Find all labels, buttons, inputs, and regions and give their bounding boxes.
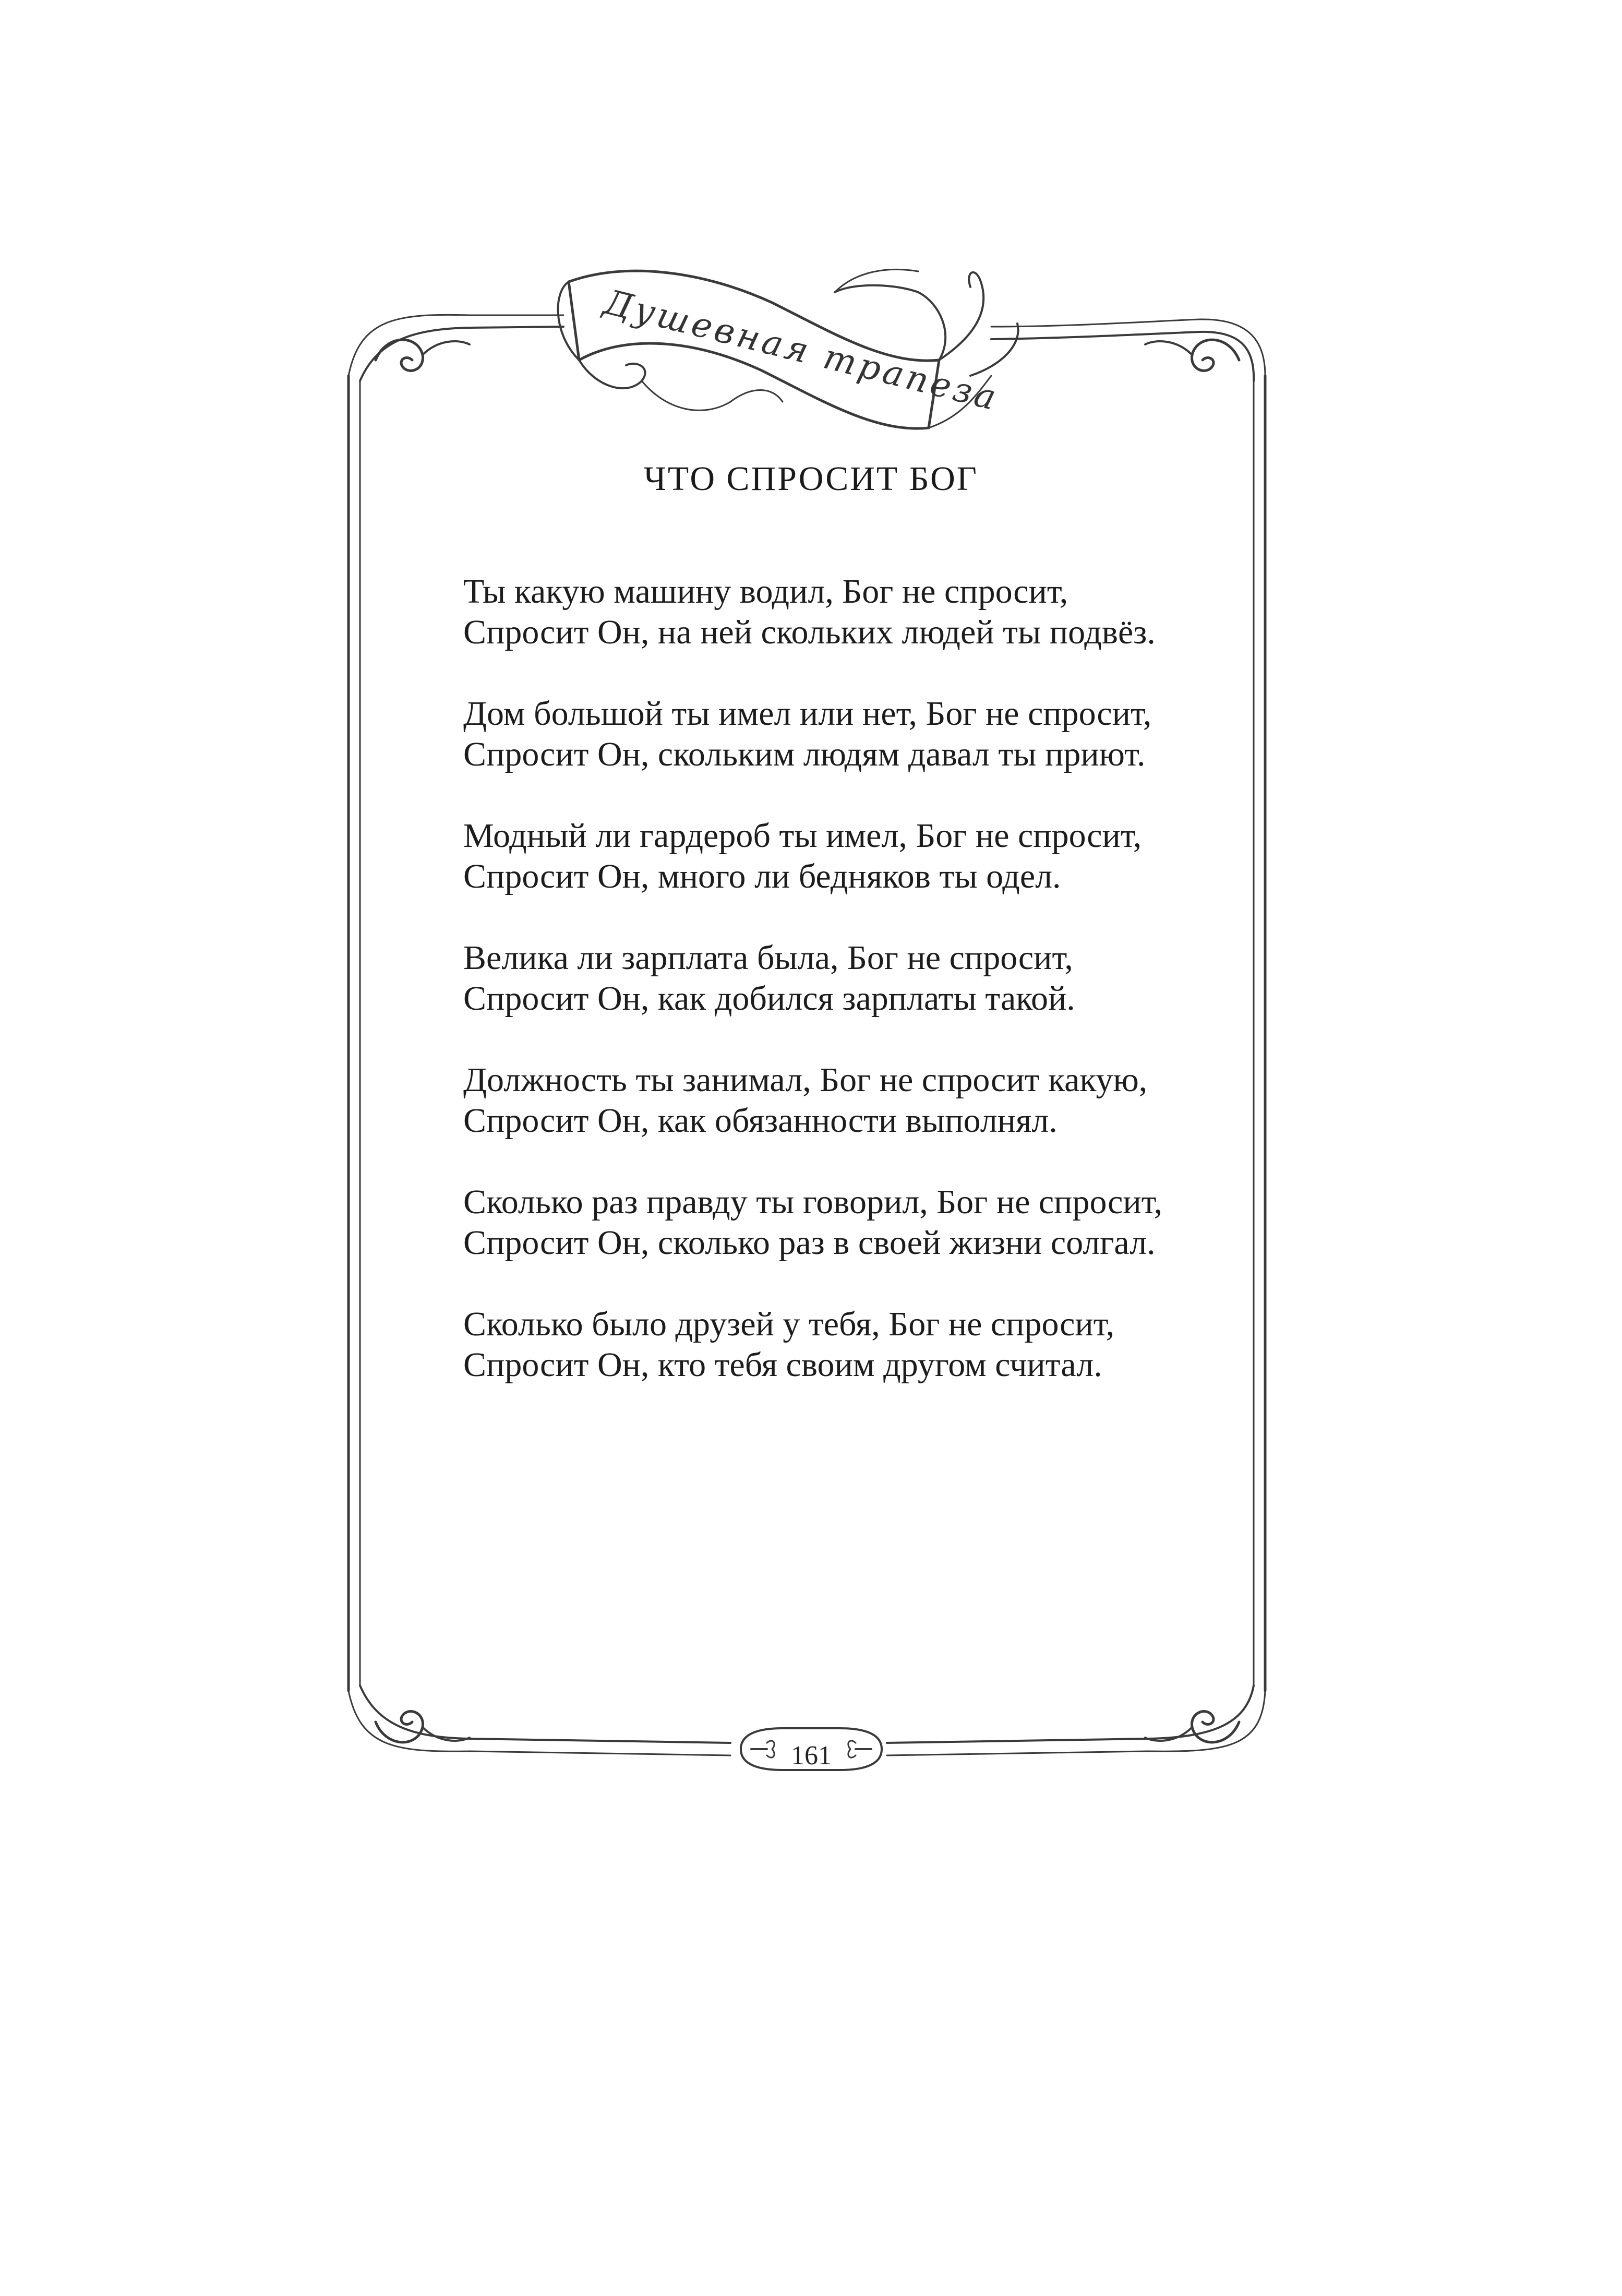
poem-line: Спросит Он, на ней скольких людей ты подвёз. bbox=[463, 613, 1156, 651]
stanza bbox=[463, 816, 1246, 897]
running-title: Душевная трапеза bbox=[600, 281, 1003, 419]
stanza bbox=[463, 1182, 1246, 1263]
poem-line: Должность ты занимал, Бог не спросит какую, bbox=[463, 1061, 1148, 1099]
stanza bbox=[463, 693, 1246, 775]
poem-line: Спросит Он, сколько раз в своей жизни солгал. bbox=[463, 1224, 1156, 1262]
poem-line: Спросит Он, как обязанности выполнял. bbox=[463, 1102, 1058, 1140]
stanza bbox=[463, 938, 1246, 1019]
page-number: 161 bbox=[791, 1741, 832, 1771]
stanza bbox=[463, 571, 1246, 653]
poem-body bbox=[463, 571, 1246, 1426]
poem-line: Ты какую машину водил, Бог не спросит, bbox=[463, 572, 1068, 611]
poem-line: Сколько было друзей у тебя, Бог не спросит, bbox=[463, 1305, 1115, 1343]
poem-line: Велика ли зарплата была, Бог не спросит, bbox=[463, 939, 1073, 977]
stanza bbox=[463, 1060, 1246, 1141]
poem-line: Модный ли гардероб ты имел, Бог не спросит, bbox=[463, 817, 1142, 855]
poem-line: Спросит Он, много ли бедняков ты одел. bbox=[463, 857, 1061, 895]
poem-line: Спросит Он, кто тебя своим другом считал. bbox=[463, 1346, 1102, 1384]
stanza bbox=[463, 1304, 1246, 1385]
poem-title: ЧТО СПРОСИТ БОГ bbox=[644, 460, 978, 498]
poem-line: Дом большой ты имел или нет, Бог не спросит, bbox=[463, 695, 1152, 733]
poem-line: Сколько раз правду ты говорил, Бог не спросит, bbox=[463, 1183, 1163, 1221]
poem-line: Спросит Он, скольким людям давал ты приют. bbox=[463, 735, 1146, 773]
poem-line: Спросит Он, как добился зарплаты такой. bbox=[463, 979, 1075, 1018]
